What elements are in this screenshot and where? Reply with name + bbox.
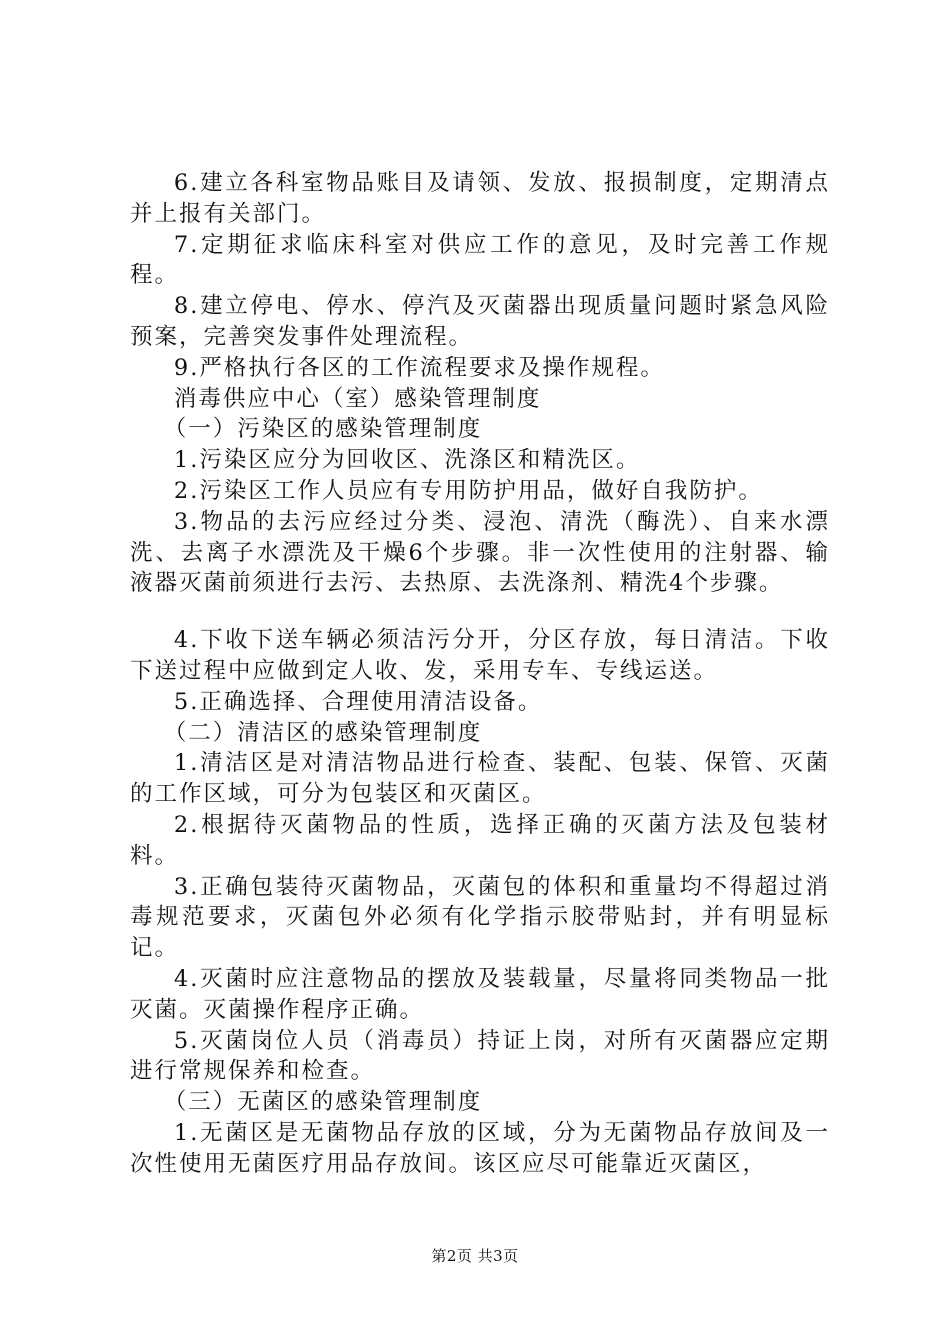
clean-zone-item-4: 4.灭菌时应注意物品的摆放及装载量，尽量将同类物品一批灭菌。灭菌操作程序正确。 xyxy=(130,965,830,1023)
sterile-zone-item-1: 1.无菌区是无菌物品存放的区域，分为无菌物品存放间及一次性使用无菌医疗用品存放间。该区应尽可能靠近灭菌区， xyxy=(130,1119,830,1177)
page-number: 第2页 共3页 xyxy=(431,1247,519,1265)
section-title: 消毒供应中心（室）感染管理制度 xyxy=(173,385,542,412)
paragraph-item-8: 8.建立停电、停水、停汽及灭菌器出现质量问题时紧急风险预案，完善突发事件处理流程。 xyxy=(130,293,830,350)
document-body xyxy=(130,168,830,1180)
subsection-title-clean-zone: （二）清洁区的感染管理制度 xyxy=(163,719,483,746)
paragraph-item-9: 9.严格执行各区的工作流程要求及操作规程。 xyxy=(173,354,665,381)
clean-zone-item-1: 1.清洁区是对清洁物品进行检查、装配、包装、保管、灭菌的工作区域，可分为包装区和灭菌区。 xyxy=(130,750,830,808)
clean-zone-item-2: 2.根据待灭菌物品的性质，选择正确的灭菌方法及包装材料。 xyxy=(130,811,830,869)
contaminated-zone-item-4: 4.下收下送车辆必须洁污分开，分区存放，每日清洁。下收下送过程中应做到定人收、发，采用专车、专线运送。 xyxy=(130,627,830,684)
contaminated-zone-item-1: 1.污染区应分为回收区、洗涤区和精洗区。 xyxy=(173,447,641,474)
paragraph-item-6: 6.建立各科室物品账目及请领、发放、报损制度，定期清点并上报有关部门。 xyxy=(130,170,830,227)
paragraph-item-7: 7.定期征求临床科室对供应工作的意见，及时完善工作规程。 xyxy=(130,231,830,289)
clean-zone-item-5: 5.灭菌岗位人员（消毒员）持证上岗，对所有灭菌器应定期进行常规保养和检查。 xyxy=(130,1027,830,1085)
contaminated-zone-item-5: 5.正确选择、合理使用清洁设备。 xyxy=(173,688,543,715)
contaminated-zone-item-3: 3.物品的去污应经过分类、浸泡、清洗（酶洗）、自来水漂洗、去离子水漂洗及干燥6个步骤。非一次性使用的注射器、输液器灭菌前须进行去污、去热原、去洗涤剂、精洗4个步骤。 xyxy=(130,508,830,597)
subsection-title-contaminated-zone: （一）污染区的感染管理制度 xyxy=(163,416,483,443)
clean-zone-item-3: 3.正确包装待灭菌物品，灭菌包的体积和重量均不得超过消毒规范要求，灭菌包外必须有化学指示胶带贴封，并有明显标记。 xyxy=(130,873,830,962)
subsection-title-sterile-zone: （三）无菌区的感染管理制度 xyxy=(163,1089,483,1116)
contaminated-zone-item-2: 2.污染区工作人员应有专用防护用品，做好自我防护。 xyxy=(173,477,763,504)
